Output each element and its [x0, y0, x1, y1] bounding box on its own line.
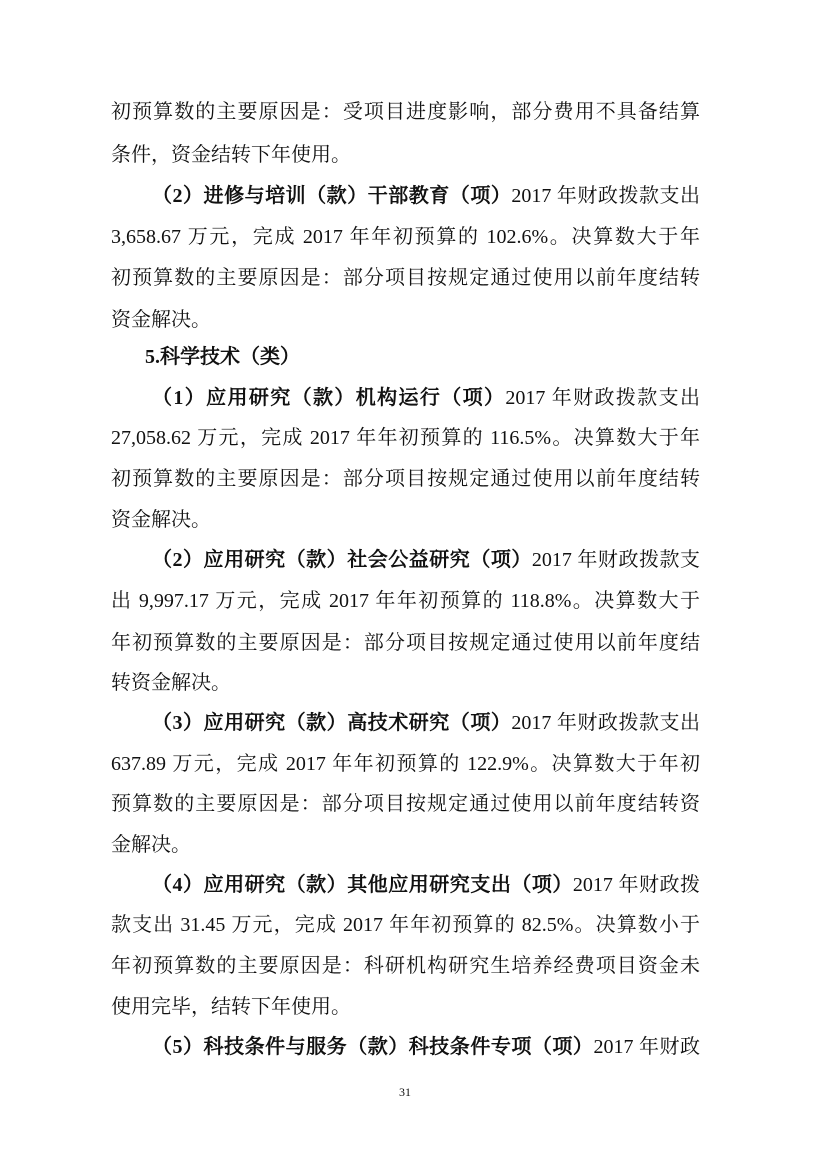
body-text-line — [111, 830, 700, 860]
body-text-line — [111, 263, 700, 293]
section-heading-line — [145, 342, 545, 372]
body-text-line — [111, 505, 700, 535]
subsection-heading: （2）进修与培训（款）干部教育（项） — [152, 185, 512, 207]
body-text-line — [111, 910, 700, 940]
line-text: 金解决。 — [111, 834, 191, 856]
line-text: 条件，资金结转下年使用。 — [111, 144, 351, 166]
line-text: 637.89 万元，完成 2017 年年初预算的 122.9%。决算数大于年初 — [111, 753, 700, 775]
subsection-heading: （1）应用研究（款）机构运行（项） — [152, 387, 506, 409]
line-text: 年初预算数的主要原因是：科研机构研究生培养经费项目资金未 — [111, 955, 700, 977]
subsection-line — [152, 1032, 700, 1062]
body-text-line — [111, 423, 700, 453]
body-text-line — [111, 992, 700, 1022]
subsection-line — [152, 181, 700, 211]
body-text-line — [111, 97, 700, 127]
line-text: 2017 年财政拨款支 — [531, 549, 700, 571]
line-text: 2017 年财政 — [593, 1036, 700, 1058]
subsection-heading: （4）应用研究（款）其他应用研究支出（项） — [152, 874, 573, 896]
subsection-line — [152, 383, 700, 413]
line-text: 转资金解决。 — [111, 672, 231, 694]
line-text: 3,658.67 万元，完成 2017 年年初预算的 102.6%。决算数大于年 — [111, 226, 700, 248]
line-text: 初预算数的主要原因是：部分项目按规定通过使用以前年度结转 — [111, 267, 700, 289]
line-text: 2017 年财政拨款支出 — [511, 185, 700, 207]
section-heading: 5.科学技术（类） — [145, 346, 300, 368]
subsection-heading: （3）应用研究（款）高技术研究（项） — [152, 712, 512, 734]
body-text-line — [111, 668, 700, 698]
line-text: 资金解决。 — [111, 309, 211, 331]
line-text: 初预算数的主要原因是：部分项目按规定通过使用以前年度结转 — [111, 468, 700, 490]
body-text-line — [111, 749, 700, 779]
line-text: 2017 年财政拨 — [572, 874, 700, 896]
subsection-line — [152, 708, 700, 738]
body-text-line — [111, 222, 700, 252]
subsection-heading: （5）科技条件与服务（款）科技条件专项（项） — [152, 1036, 594, 1058]
line-text: 预算数的主要原因是：部分项目按规定通过使用以前年度结转资 — [111, 793, 700, 815]
body-text-line — [111, 140, 700, 170]
page-number: 31 — [399, 1085, 411, 1099]
line-text: 27,058.62 万元，完成 2017 年年初预算的 116.5%。决算数大于年 — [111, 427, 700, 449]
line-text: 年初预算数的主要原因是：部分项目按规定通过使用以前年度结 — [111, 632, 700, 654]
subsection-line — [152, 545, 700, 575]
body-text-line — [111, 464, 700, 494]
subsection-line — [152, 870, 700, 900]
body-text-line — [111, 628, 700, 658]
line-text: 出 9,997.17 万元，完成 2017 年年初预算的 118.8%。决算数大于 — [111, 590, 700, 612]
body-text-line — [111, 789, 700, 819]
subsection-heading: （2）应用研究（款）社会公益研究（项） — [152, 549, 532, 571]
line-text: 款支出 31.45 万元，完成 2017 年年初预算的 82.5%。决算数小于 — [111, 914, 700, 936]
line-text: 2017 年财政拨款支出 — [511, 712, 700, 734]
body-text-line — [111, 305, 700, 335]
line-text: 资金解决。 — [111, 509, 211, 531]
body-text-line — [111, 951, 700, 981]
line-text: 初预算数的主要原因是：受项目进度影响，部分费用不具备结算 — [111, 101, 700, 123]
body-text-line — [111, 586, 700, 616]
line-text: 使用完毕，结转下年使用。 — [111, 996, 351, 1018]
line-text: 2017 年财政拨款支出 — [505, 387, 700, 409]
